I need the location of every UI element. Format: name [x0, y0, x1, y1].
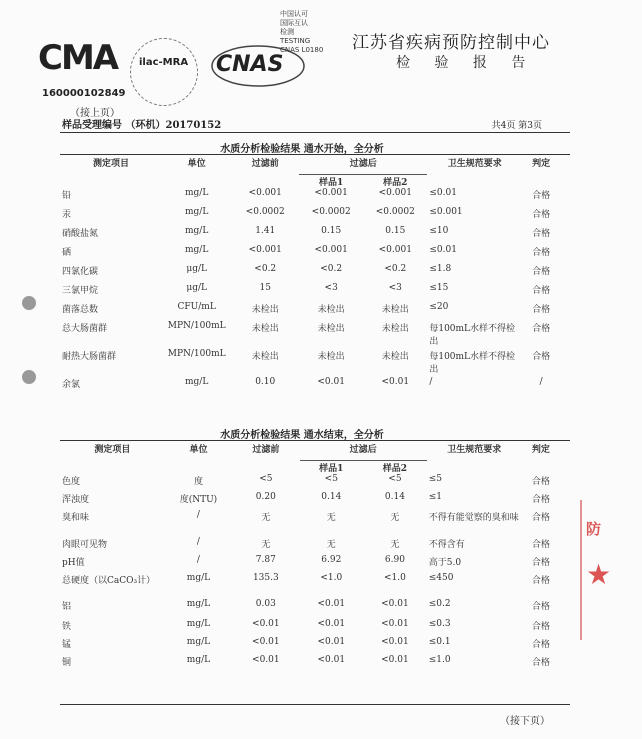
row-sample1: 0.14: [321, 492, 342, 502]
row-unit: 度(NTU): [179, 495, 218, 505]
row-sample1: <0.01: [317, 637, 346, 647]
row-standard: ≤5: [428, 474, 443, 484]
row-sample1: 6.92: [321, 555, 342, 565]
col-item: 测定项目: [93, 159, 130, 169]
row-item: 硝酸盐氮: [62, 229, 99, 239]
row-unit: CFU/mL: [177, 302, 216, 312]
row-sample2: <1.0: [384, 573, 406, 583]
row-sample2: 未检出: [381, 305, 409, 315]
col-standard: 卫生规范要求: [447, 159, 502, 169]
row-sample2: 无: [390, 513, 400, 523]
row-sample2: <0.01: [381, 637, 409, 647]
table-row: [60, 188, 560, 207]
row-item: 铜: [62, 658, 72, 668]
row-sample1: 未检出: [317, 324, 345, 334]
row-verdict: 合格: [532, 210, 551, 220]
row-unit: mg/L: [185, 245, 209, 255]
row-before: 未检出: [251, 324, 279, 334]
col-verdict: 判定: [532, 159, 551, 169]
row-before: <0.001: [248, 245, 282, 255]
col-verdict: 判定: [531, 445, 550, 455]
row-sample1: <0.001: [314, 245, 348, 255]
row-standard: 每100mL水样不得检出: [429, 352, 516, 375]
row-sample1: <0.2: [320, 264, 343, 274]
table-row: [60, 283, 560, 302]
header-divider: [60, 132, 570, 133]
continued-next-label: （接下页）: [500, 716, 550, 727]
row-sample2: 未检出: [381, 324, 409, 334]
row-sample2: <5: [388, 474, 402, 484]
row-unit: /: [196, 537, 200, 547]
row-standard: ≤1.8: [429, 264, 452, 274]
row-verdict: 合格: [531, 513, 550, 523]
row-sample2: 6.90: [384, 555, 405, 565]
row-sample2: <0.01: [381, 377, 410, 387]
row-sample1: 0.15: [321, 226, 342, 236]
row-verdict: 合格: [532, 267, 551, 277]
table-row: [60, 655, 560, 673]
row-item: 浑浊度: [62, 495, 90, 505]
row-item: 耐热大肠菌群: [62, 352, 117, 362]
row-standard: ≤0.01: [429, 245, 457, 255]
cnas-line-1: 中国认可: [280, 10, 308, 18]
row-item: 总大肠菌群: [62, 324, 108, 334]
row-verdict: 合格: [531, 640, 550, 650]
row-before: 无: [261, 540, 271, 550]
table-row: [60, 264, 560, 283]
cnas-line-5: CNAS L0180: [280, 46, 324, 54]
row-sample1: <0.01: [317, 599, 346, 609]
row-verdict: 合格: [531, 558, 550, 568]
seal-text: 防: [586, 520, 602, 538]
table-row: [60, 555, 560, 573]
row-item: 肉眼可见物: [62, 540, 108, 550]
row-unit: mg/L: [186, 637, 211, 647]
row-sample2: 无: [390, 540, 400, 550]
row-unit: /: [196, 510, 200, 520]
row-item: 铁: [62, 622, 72, 632]
table-row: [60, 510, 560, 537]
row-unit: MPN/100mL: [167, 349, 226, 359]
row-sample1: <0.0002: [311, 207, 351, 217]
row-sample2: <0.01: [381, 655, 409, 665]
row-sample2: <0.01: [381, 619, 409, 629]
cnas-line-3: 检测: [280, 28, 294, 36]
row-standard: ≤15: [429, 283, 449, 293]
row-sample1: <3: [324, 283, 338, 293]
row-before: 无: [261, 513, 271, 523]
row-item: 臭和味: [62, 513, 90, 523]
table1-top-line: [60, 154, 570, 155]
row-sample2: <0.001: [378, 188, 412, 198]
row-before: <5: [259, 474, 273, 484]
row-unit: μg/L: [186, 283, 207, 293]
results-table-end: [60, 442, 560, 673]
sample-number-line: [62, 116, 221, 131]
cnas-info: [280, 10, 323, 55]
page-count: 共4页 第3页: [491, 121, 542, 131]
table-row: [60, 619, 560, 637]
row-before: 15: [259, 283, 271, 293]
row-standard: ≤0.3: [428, 619, 451, 629]
row-before: 0.10: [255, 377, 276, 387]
row-unit: mg/L: [186, 599, 211, 609]
row-item: pH值: [62, 558, 85, 568]
row-sample1: <0.01: [317, 655, 346, 665]
col-sample2: 样品2: [382, 463, 408, 474]
row-unit: mg/L: [186, 573, 211, 583]
col-standard: 卫生规范要求: [447, 445, 502, 455]
row-unit: 度: [193, 477, 203, 487]
col-unit: 单位: [187, 159, 206, 169]
table-row: [60, 302, 560, 321]
row-unit: mg/L: [185, 377, 209, 387]
row-standard: 不得有能觉察的臭和味: [428, 513, 519, 523]
table-row: [60, 637, 560, 655]
table-row: [60, 349, 560, 377]
row-verdict: 合格: [532, 286, 551, 296]
row-standard: ≤0.2: [428, 599, 451, 609]
row-item: 锰: [62, 640, 72, 650]
row-sample1: 无: [326, 513, 336, 523]
col-sample1: 样品1: [319, 177, 344, 188]
row-sample2: 0.15: [385, 226, 406, 236]
row-sample1: <1.0: [320, 573, 343, 583]
row-standard: ≤0.001: [429, 207, 463, 217]
row-before: <0.001: [248, 188, 282, 198]
row-before: 135.3: [252, 573, 279, 583]
row-before: <0.0002: [245, 207, 285, 217]
row-verdict: 合格: [532, 352, 551, 362]
table-row: [60, 226, 560, 245]
row-verdict: 合格: [532, 229, 551, 239]
row-sample1: 无: [326, 540, 336, 550]
row-before: 0.20: [255, 492, 276, 502]
organization-name: 江苏省疾病预防控制中心: [352, 33, 550, 53]
cnas-logo-text: CNAS: [216, 52, 284, 77]
col-sample2: 样品2: [383, 177, 408, 188]
col-before: 过滤前: [252, 445, 280, 455]
row-item: 铝: [62, 602, 72, 612]
row-item: 汞: [62, 210, 72, 220]
row-before: <0.01: [252, 637, 280, 647]
table-row: [60, 474, 560, 492]
table-row: [60, 492, 560, 510]
table-row: [60, 245, 560, 264]
row-standard: /: [429, 377, 433, 387]
col-unit: 单位: [189, 445, 208, 455]
row-standard: 高于5.0: [428, 558, 462, 568]
row-unit: mg/L: [185, 188, 209, 198]
cnas-line-2: 国际互认: [280, 19, 308, 27]
row-unit: μg/L: [186, 264, 207, 274]
row-verdict: 合格: [532, 305, 551, 315]
table-row: [60, 573, 560, 599]
table-row: [60, 599, 560, 619]
row-verdict: 合格: [531, 477, 550, 487]
row-before: 未检出: [251, 305, 279, 315]
row-sample2: <0.2: [384, 264, 407, 274]
row-sample2: 未检出: [381, 352, 409, 362]
row-item: 硒: [62, 248, 72, 258]
row-verdict: 合格: [531, 658, 550, 668]
row-verdict: 合格: [532, 191, 551, 201]
row-unit: /: [196, 555, 200, 565]
row-sample2: <0.0002: [375, 207, 415, 217]
col-item: 测定项目: [94, 445, 131, 455]
row-unit: mg/L: [186, 619, 211, 629]
row-before: 0.03: [255, 599, 276, 609]
results-table-start: [60, 156, 560, 396]
row-verdict: 合格: [531, 495, 550, 505]
row-unit: MPN/100mL: [167, 321, 226, 331]
row-standard: ≤0.01: [429, 188, 457, 198]
row-before: <0.2: [254, 264, 277, 274]
row-unit: mg/L: [185, 207, 209, 217]
row-before: 未检出: [251, 352, 279, 362]
row-sample1: 未检出: [317, 352, 345, 362]
row-verdict: 合格: [531, 576, 550, 586]
row-standard: ≤0.1: [428, 637, 451, 647]
row-sample1: <0.001: [314, 188, 348, 198]
cma-logo: [38, 38, 118, 84]
table-row: [60, 321, 560, 349]
row-standard: 不得含有: [428, 540, 465, 550]
table-row: [60, 537, 560, 555]
row-sample1: <5: [324, 474, 338, 484]
row-sample2: <0.001: [378, 245, 412, 255]
row-sample2: <0.01: [381, 599, 409, 609]
table2-title: 水质分析检验结果 通水结束，全分析: [220, 430, 384, 441]
row-verdict: 合格: [532, 324, 551, 334]
row-sample1: <0.01: [317, 619, 346, 629]
row-standard: 每100mL水样不得检出: [429, 324, 516, 347]
row-item: 铅: [62, 191, 72, 201]
row-verdict: 合格: [532, 248, 551, 258]
document-type: 检 验 报 告: [396, 55, 536, 71]
row-sample1: <0.01: [317, 377, 345, 387]
col-after: 过滤后: [299, 156, 427, 174]
row-before: <0.01: [252, 655, 280, 665]
col-after: 过滤后: [300, 442, 427, 460]
cma-code: 160000102849: [42, 88, 126, 99]
punch-hole: [22, 370, 36, 384]
row-item: 菌落总数: [62, 305, 99, 315]
table1-title: 水质分析检验结果 通水开始，全分析: [220, 144, 384, 155]
row-standard: ≤1.0: [428, 655, 451, 665]
row-item: 四氯化碳: [62, 267, 99, 277]
row-verdict: 合格: [531, 602, 550, 612]
row-standard: ≤10: [429, 226, 449, 236]
row-sample2: 0.14: [384, 492, 405, 502]
table2-top-line: [60, 440, 570, 441]
ilac-mra-logo: [130, 38, 198, 106]
table-row: [60, 207, 560, 226]
row-standard: ≤450: [428, 573, 454, 583]
table2-bottom-line: [60, 704, 570, 705]
row-verdict: 合格: [531, 622, 550, 632]
cnas-line-4: TESTING: [280, 37, 311, 45]
ilac-mra-text: ilac-MRA: [139, 57, 189, 68]
row-item: 总硬度（以CaCO₃计）: [62, 576, 156, 586]
col-before: 过滤前: [251, 159, 279, 169]
row-item: 余氯: [62, 380, 81, 390]
table-row: [60, 377, 560, 396]
seal-star-icon: ★: [586, 558, 612, 591]
row-standard: ≤1: [428, 492, 443, 502]
cma-logo-text: CMA: [38, 38, 118, 78]
row-before: <0.01: [252, 619, 280, 629]
row-verdict: 合格: [531, 540, 550, 550]
continued-label: （接上页）: [70, 108, 120, 119]
punch-hole: [22, 296, 36, 310]
row-before: 7.87: [255, 555, 276, 565]
row-standard: ≤20: [429, 302, 449, 312]
row-item: 色度: [62, 477, 81, 487]
sample-label: 样品受理编号: [62, 120, 122, 131]
row-item: 三氯甲烷: [62, 286, 99, 296]
row-verdict: /: [539, 377, 543, 387]
row-before: 1.41: [255, 226, 276, 236]
row-sample1: 未检出: [317, 305, 345, 315]
row-unit: mg/L: [186, 655, 211, 665]
sample-code: （环机）20170152: [125, 120, 222, 131]
row-sample2: <3: [388, 283, 402, 293]
row-unit: mg/L: [185, 226, 209, 236]
col-sample1: 样品1: [319, 463, 344, 474]
